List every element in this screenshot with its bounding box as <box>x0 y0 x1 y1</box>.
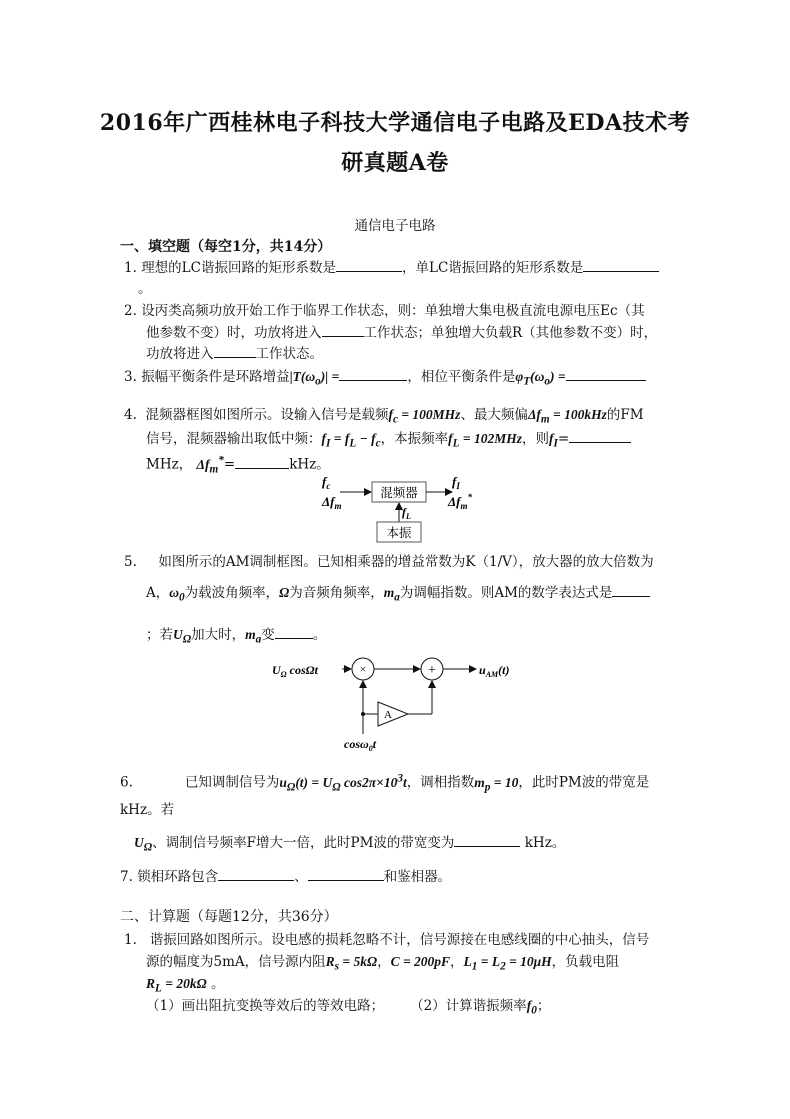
q5-line2: A，$\omega_0$为载波角频率，Ω为音频角频率，$m_a$为调幅指数。则AM的数学表达式是 <box>146 582 650 608</box>
mixer-input-df: $\Delta f_m$ <box>322 494 342 511</box>
mixer-output-df: $\Delta f_m^*$ <box>448 492 472 511</box>
amplifier-label: A <box>384 709 392 721</box>
answer-blank[interactable] <box>612 582 650 597</box>
q5-line3: ；若$U_\Omega$加大时，$m_a$变 。 <box>146 624 326 650</box>
answer-blank[interactable] <box>583 257 659 272</box>
q2-line1: 2. 设丙类高频功放开始工作于临界工作状态，则：单独增大集电极直流电源电压Ec（其 <box>124 303 645 319</box>
q4-line1: 4. 混频器框图如图所示。设输入信号是载频$f_c = 100MHz$、最大频偏$\Delta f_m = 100kHz$的FM <box>124 407 644 426</box>
local-oscillator-label: 本振 <box>386 526 412 540</box>
q6-line3: $U_\Omega$、调制信号频率F增大一倍，此时PM波的带宽变为 kHz。 <box>134 832 565 858</box>
mixer-block-diagram <box>310 470 510 548</box>
subject-heading: 通信电子电路 <box>354 218 436 234</box>
answer-blank[interactable] <box>339 366 407 381</box>
am-input-label: $U_\Omega$ cosΩt <box>272 663 318 679</box>
q4-line2: 信号，混频器输出取低中频：$f_I = f_L - f_c$，本振频率$f_L = 102MHz$，则$f_I=$ <box>146 428 631 454</box>
answer-blank[interactable] <box>308 866 384 881</box>
answer-blank[interactable] <box>235 454 289 469</box>
am-output-label: $u_{AM}(t)$ <box>479 663 510 679</box>
q2-line2: 他参数不变）时，功放将进入 工作状态；单独增大负载R（其他参数不变）时， <box>146 322 657 343</box>
q2-line3: 功放将进入 工作状态。 <box>146 343 323 364</box>
q3-line: 3. 振幅平衡条件是环路增益$|T(\omega_o)|$ = ，相位平衡条件是$\varphi_T(\omega_o)$ = <box>124 366 646 392</box>
section2-heading: 二、计算题（每题12分，共36分） <box>120 909 338 925</box>
answer-blank[interactable] <box>569 428 631 443</box>
answer-blank[interactable] <box>336 257 402 272</box>
mixer-output-f: $f_I$ <box>452 474 460 491</box>
q4-line3: MHz， $\Delta f_m^*=$ kHz。 <box>146 454 330 476</box>
q1-line1: 1. 理想的LC谐振回路的矩形系数是 ，单LC谐振回路的矩形系数是 <box>124 257 659 278</box>
carrier-label: cosω$_0$t <box>344 737 377 752</box>
q6-line1: 6. 已知调制信号为$u_\Omega(t) = U_\Omega$ $\cos 2\pi\times 10^3t$，调相指数$m_p = 10$，此时PM波的带宽是 <box>120 772 650 794</box>
answer-blank[interactable] <box>454 832 520 847</box>
mixer-block-label: 混频器 <box>380 486 418 500</box>
s2q1-line2: 源的幅度为5mA，信号源内阻$R_s = 5k\Omega$，C = 200pF，$L_1 = L_2 = 10\mu H$，负载电阻 <box>146 954 620 973</box>
q7-line: 7. 锁相环路包含 、 和鉴相器。 <box>120 866 451 887</box>
answer-blank[interactable] <box>275 624 313 639</box>
answer-blank[interactable] <box>218 866 294 881</box>
s2q1-subparts: （1）画出阻抗变换等效后的等效电路； （2）计算谐振频率$f_0$； <box>146 998 551 1017</box>
s2q1-line3: $R_L = 20k\Omega$ 。 <box>146 976 225 995</box>
multiplier-symbol: × <box>359 662 367 676</box>
amplifier-triangle <box>378 702 408 726</box>
page-title-line1: 2016年广西桂林电子科技大学通信电子电路及EDA技术考 <box>99 110 691 136</box>
mixer-input-f: $f_c$ <box>322 474 331 491</box>
answer-blank[interactable] <box>214 343 256 358</box>
mixer-lo-f: $f_L$ <box>402 505 411 521</box>
answer-blank[interactable] <box>566 366 646 381</box>
section1-heading: 一、填空题（每空1分，共14分） <box>120 239 332 255</box>
q6-line2: kHz。若 <box>120 802 175 818</box>
q5-line1: 5. 如图所示的AM调制框图。已知相乘器的增益常数为K（1/V），放大器的放大倍数为 <box>124 554 654 570</box>
page-title-line2: 研真题A卷 <box>341 150 449 176</box>
s2q1-line1: 1. 谐振回路如图所示。设电感的损耗忽略不计，信号源接在电感线圈的中心抽头，信号 <box>124 932 650 948</box>
q1-line2: 。 <box>138 281 152 297</box>
adder-symbol: + <box>428 663 436 678</box>
answer-blank[interactable] <box>322 322 364 337</box>
am-modulation-diagram <box>270 652 530 752</box>
